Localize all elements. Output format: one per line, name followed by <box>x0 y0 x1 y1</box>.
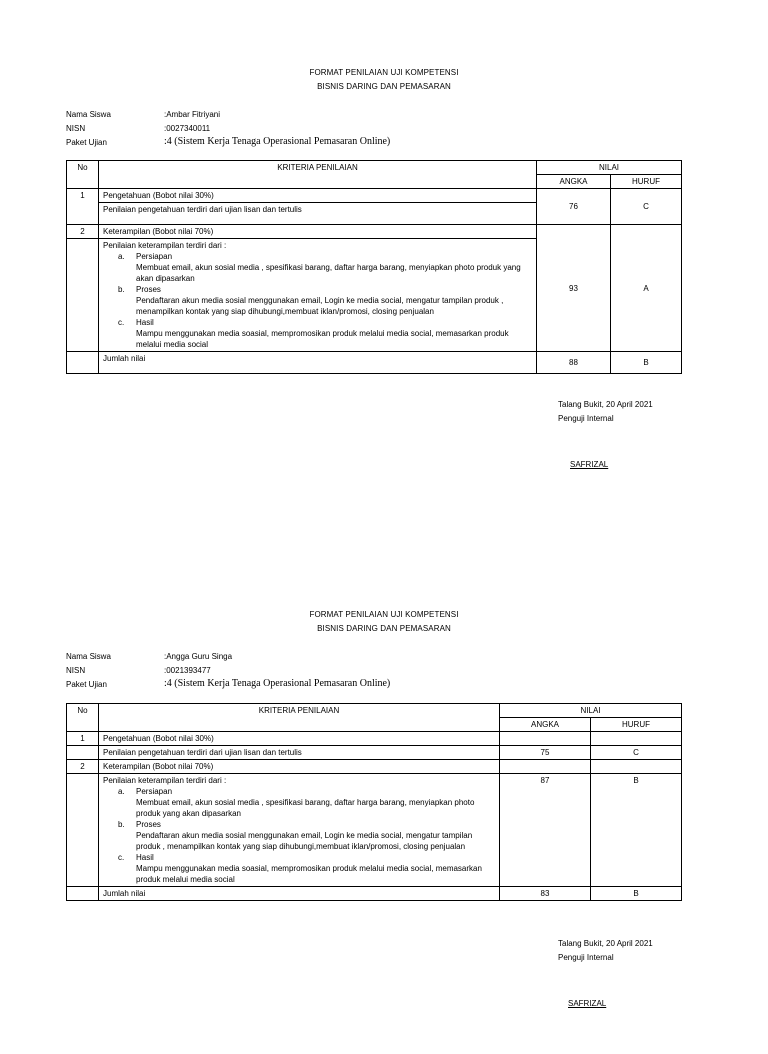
item-b-label: Proses <box>136 285 161 294</box>
item-b-marker: b. <box>118 820 125 829</box>
examiner-name <box>570 460 608 469</box>
header-criteria: KRITERIA PENILAIAN <box>99 704 500 732</box>
form-title: FORMAT PENILAIAN UJI KOMPETENSI <box>309 68 459 77</box>
row-no-2: 2 <box>67 760 99 774</box>
total-score-number: 88 <box>537 352 611 374</box>
nisn-value: :0027340011 <box>164 124 211 133</box>
item-b-label: Proses <box>136 820 161 829</box>
total-label: Jumlah nilai <box>99 887 500 901</box>
row-no-2-cont <box>67 774 99 887</box>
item-a-text: Membuat email, akun sosial media , spesifikasi barang, daftar harga barang, menyiapkan photo produk yang akan dipasarkan <box>136 263 521 283</box>
knowledge-description: Penilaian pengetahuan terdiri dari ujian lisan dan tertulis <box>99 203 537 225</box>
student-name-label: Nama Siswa <box>66 110 111 119</box>
knowledge-number-empty <box>500 732 591 746</box>
knowledge-heading: Pengetahuan (Bobot nilai 30%) <box>99 189 537 203</box>
skills-letter-empty <box>591 760 682 774</box>
row-no-1: 1 <box>67 732 99 746</box>
total-score-letter: B <box>611 352 682 374</box>
examiner-name-text: SAFRIZAL <box>570 460 609 469</box>
skills-details <box>99 239 537 352</box>
item-a-marker: a. <box>118 787 125 796</box>
item-b-text: Pendaftaran akun media sosial menggunakan email, Login ke media social, mengatur tampilan produk , menampilkan kontak yang siap dihubungi,membuat iklan/promosi, closing penjualan <box>136 296 504 316</box>
header-letter: HURUF <box>591 718 682 732</box>
header-score: NILAI <box>500 704 682 718</box>
knowledge-score-number: 75 <box>500 746 591 760</box>
total-no-cell <box>67 352 99 374</box>
student-name-value: :Ambar Fitriyani <box>164 110 221 119</box>
row-no-1-cont <box>67 746 99 760</box>
item-c-label: Hasil <box>136 853 154 862</box>
item-c-marker: c. <box>118 853 125 862</box>
nisn-label: NISN <box>66 666 86 675</box>
grading-table <box>66 703 682 901</box>
row-no-2-cont <box>67 239 99 352</box>
student-name-value: :Angga Guru Singa <box>164 652 233 661</box>
total-no-cell <box>67 887 99 901</box>
skills-description: Penilaian keterampilan terdiri dari : <box>103 776 227 785</box>
assessment-form-1 <box>0 0 768 512</box>
nisn-value: :0021393477 <box>164 666 211 675</box>
skills-details <box>99 774 500 887</box>
exam-package-value: :4 (Sistem Kerja Tenaga Operasional Pemasaran Online) <box>164 136 391 147</box>
item-b-text: Pendaftaran akun media sosial menggunakan email, Login ke media social, mengatur tampilan produk , menampilkan kontak yang siap dihubungi,membuat iklan/promosi, closing penjualan <box>136 831 473 851</box>
total-label: Jumlah nilai <box>99 352 537 374</box>
place-date: Talang Bukit, 20 April 2021 <box>558 939 653 948</box>
header-letter: HURUF <box>611 175 682 189</box>
item-c-text: Mampu menggunakan media soasial, mempromosikan produk melalui media social, memasarkan produk melalui media social <box>136 329 509 349</box>
knowledge-score-letter: C <box>591 746 682 760</box>
item-a-text: Membuat email, akun sosial media , spesifikasi barang, daftar harga barang, menyiapkan photo produk yang akan dipasarkan <box>136 798 475 818</box>
header-number: ANGKA <box>500 718 591 732</box>
examiner-name-text: SAFRIZAL <box>568 999 607 1008</box>
row-no-2: 2 <box>67 225 99 239</box>
form-title: FORMAT PENILAIAN UJI KOMPETENSI <box>309 610 459 619</box>
knowledge-score-letter: C <box>611 189 682 225</box>
row-no-1: 1 <box>67 189 99 225</box>
skills-number-empty <box>500 760 591 774</box>
skills-score-number: 87 <box>500 774 591 887</box>
item-c-label: Hasil <box>136 318 154 327</box>
total-score-letter: B <box>591 887 682 901</box>
examiner-title: Penguji Internal <box>558 953 614 962</box>
exam-package-value: :4 (Sistem Kerja Tenaga Operasional Pemasaran Online) <box>164 678 391 689</box>
place-date: Talang Bukit, 20 April 2021 <box>558 400 653 409</box>
skills-score-letter: B <box>591 774 682 887</box>
skills-description: Penilaian keterampilan terdiri dari : <box>103 241 227 250</box>
knowledge-score-number: 76 <box>537 189 611 225</box>
knowledge-description: Penilaian pengetahuan terdiri dari ujian lisan dan tertulis <box>99 746 500 760</box>
skills-score-number: 93 <box>537 225 611 352</box>
item-a-marker: a. <box>118 252 125 261</box>
knowledge-heading: Pengetahuan (Bobot nilai 30%) <box>99 732 500 746</box>
assessment-form-2 <box>0 542 768 1054</box>
grading-table <box>66 160 682 374</box>
skills-score-letter: A <box>611 225 682 352</box>
item-b-marker: b. <box>118 285 125 294</box>
form-subtitle: BISNIS DARING DAN PEMASARAN <box>317 82 451 91</box>
skills-heading: Keterampilan (Bobot nilai 70%) <box>99 760 500 774</box>
item-a-label: Persiapan <box>136 787 173 796</box>
examiner-title: Penguji Internal <box>558 414 614 423</box>
nisn-label: NISN <box>66 124 86 133</box>
student-name-label: Nama Siswa <box>66 652 111 661</box>
header-criteria: KRITERIA PENILAIAN <box>99 161 537 189</box>
header-score: NILAI <box>537 161 682 175</box>
skills-heading: Keterampilan (Bobot nilai 70%) <box>99 225 537 239</box>
examiner-name <box>568 999 606 1008</box>
total-score-number: 83 <box>500 887 591 901</box>
header-no: No <box>67 704 99 732</box>
header-number: ANGKA <box>537 175 611 189</box>
item-a-label: Persiapan <box>136 252 173 261</box>
item-c-marker: c. <box>118 318 125 327</box>
exam-package-label: Paket Ujian <box>66 138 107 147</box>
header-no: No <box>67 161 99 189</box>
item-c-text: Mampu menggunakan media soasial, mempromosikan produk melalui media social, memasarkan produk melalui media social <box>136 864 482 884</box>
form-subtitle: BISNIS DARING DAN PEMASARAN <box>317 624 451 633</box>
knowledge-letter-empty <box>591 732 682 746</box>
exam-package-label: Paket Ujian <box>66 680 107 689</box>
